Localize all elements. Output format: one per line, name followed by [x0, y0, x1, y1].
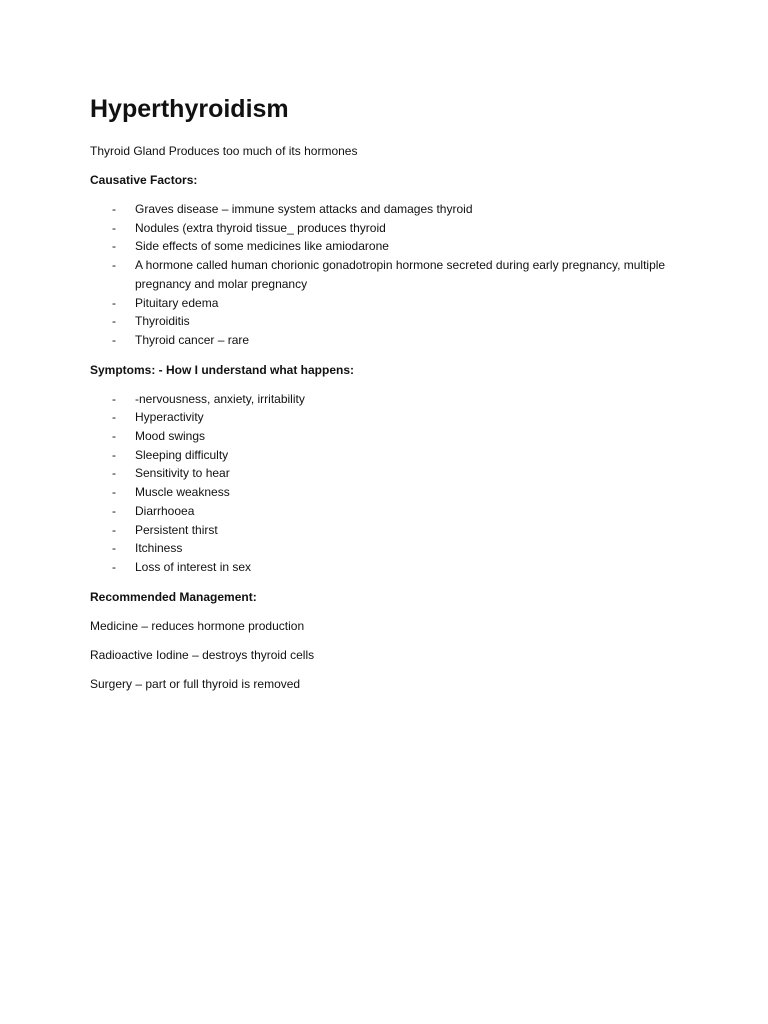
list-item-text: Graves disease – immune system attacks and damages thyroid — [135, 202, 473, 216]
symptoms-list — [90, 390, 690, 577]
bullet-dash: - — [112, 332, 116, 347]
list-item-text: Loss of interest in sex — [135, 559, 252, 574]
list-item-text: Thyroid cancer – rare — [135, 332, 250, 347]
causes-list — [90, 200, 690, 350]
list-item — [90, 539, 690, 558]
causes-heading: Causative Factors: — [90, 173, 198, 187]
list-item-text: Diarrhooea — [135, 503, 195, 518]
management-item-medicine: Medicine – reduces hormone production — [90, 618, 305, 633]
page-title: Hyperthyroidism — [90, 95, 289, 123]
list-item — [90, 390, 690, 409]
list-item — [90, 408, 690, 427]
bullet-dash: - — [112, 466, 116, 481]
list-item — [90, 256, 690, 293]
list-item-text: Hyperactivity — [135, 410, 204, 425]
bullet-dash: - — [112, 391, 116, 406]
bullet-dash: - — [112, 295, 116, 310]
list-item — [90, 312, 690, 331]
bullet-dash: - — [112, 258, 116, 273]
list-item-text: Persistent thirst — [135, 522, 218, 537]
bullet-dash: - — [112, 429, 116, 444]
list-item-text: A hormone called human chorionic gonadotropin hormone secreted during early pregnancy, multiple pregnancy and molar pregnancy — [135, 258, 666, 291]
bullet-dash: - — [112, 220, 116, 235]
bullet-dash: - — [112, 541, 116, 556]
list-item — [90, 483, 690, 502]
bullet-dash: - — [112, 410, 116, 425]
bullet-dash: - — [112, 503, 116, 518]
list-item — [90, 464, 690, 483]
list-item — [90, 521, 690, 540]
list-item — [90, 294, 690, 313]
management-heading: Recommended Management: — [90, 589, 257, 604]
management-item-surgery: Surgery – part or full thyroid is removed — [90, 676, 301, 691]
list-item — [90, 427, 690, 446]
list-item-text: Nodules (extra thyroid tissue_ produces thyroid — [135, 220, 386, 235]
list-item — [90, 331, 690, 350]
list-item-text: Side effects of some medicines like amiodarone — [135, 239, 389, 254]
document-page — [90, 95, 690, 704]
bullet-dash: - — [112, 522, 116, 537]
list-item-text: -nervousness, anxiety, irritability — [135, 391, 305, 406]
bullet-dash: - — [112, 447, 116, 462]
bullet-dash: - — [112, 485, 116, 500]
symptoms-heading: Symptoms: - How I understand what happens: — [90, 362, 355, 377]
bullet-dash: - — [112, 202, 116, 216]
list-item — [90, 446, 690, 465]
list-item-text: Mood swings — [135, 429, 206, 444]
list-item — [90, 502, 690, 521]
list-item-text: Itchiness — [135, 541, 183, 556]
list-item-text: Pituitary edema — [135, 295, 219, 310]
list-item-text: Sensitivity to hear — [135, 466, 230, 481]
list-item — [90, 219, 690, 238]
bullet-dash: - — [112, 314, 116, 329]
list-item — [90, 558, 690, 577]
list-item — [90, 200, 690, 219]
list-item-text: Muscle weakness — [135, 485, 230, 500]
list-item-text: Sleeping difficulty — [135, 447, 229, 462]
list-item — [90, 237, 690, 256]
list-item-text: Thyroiditis — [135, 314, 190, 329]
intro-text: Thyroid Gland Produces too much of its hormones — [90, 144, 358, 158]
management-item-radioactive-iodine: Radioactive Iodine – destroys thyroid cells — [90, 647, 315, 662]
bullet-dash: - — [112, 239, 116, 254]
bullet-dash: - — [112, 559, 116, 574]
